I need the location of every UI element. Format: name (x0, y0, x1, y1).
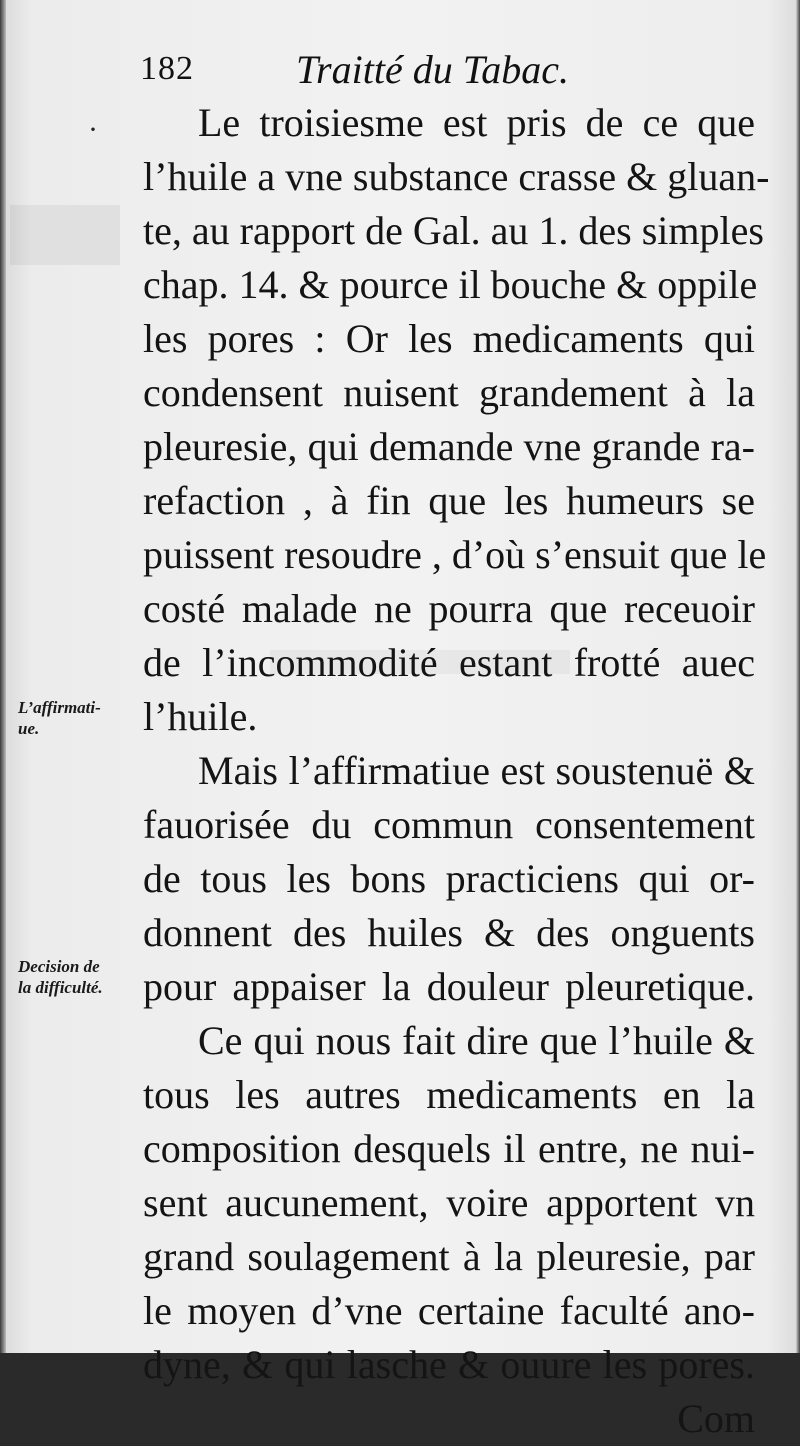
text-line: donnent des huiles & des onguents (143, 910, 755, 955)
running-head (140, 42, 760, 92)
text-line: tous les autres medicaments en la (143, 1072, 755, 1117)
bullet-mark-icon: · (88, 113, 98, 146)
text-line: composition desquels il entre, ne nui- (143, 1126, 755, 1171)
margin-note-line: ue. (18, 719, 40, 738)
text-line: puissent resoudre , d’où s’ensuit que le (143, 532, 767, 577)
text-line: refaction , à fin que les humeurs se (143, 478, 755, 523)
margin-note-affirmative (18, 697, 138, 739)
bleed-through-mark (10, 205, 120, 265)
text-line: Mais l’affirmatiue est soustenuë & (198, 748, 755, 793)
text-line: de l’incommodité estant frotté auec (143, 640, 755, 685)
text-line: condensent nuisent grandement à la (143, 370, 755, 415)
text-line: te, au rapport de Gal. au 1. des simples (143, 208, 764, 253)
text-line: grand soulagement à la pleuresie, par (143, 1234, 755, 1279)
text-line: pour appaiser la douleur pleuretique. (143, 964, 755, 1009)
margin-note-decision (18, 956, 138, 998)
running-title: Traitté du Tabac. (296, 47, 570, 92)
text-line: pleuresie, qui demande vne grande ra- (143, 424, 755, 469)
margin-note-line: la difficulté. (18, 978, 103, 997)
page-edge-right (796, 0, 800, 1353)
text-line: dyne, & qui lasche & ouure les pores. (143, 1342, 755, 1387)
text-line: l’huile. (143, 694, 258, 739)
text-line: sent aucunement, voire apportent vn (143, 1180, 755, 1225)
text-line: costé malade ne pourra que receuoir (143, 586, 755, 631)
text-line: les pores : Or les medicaments qui (143, 316, 755, 361)
page-number: 182 (140, 50, 194, 87)
text-line: chap. 14. & pource il bouche & oppile (143, 262, 758, 307)
text-line: le moyen d’vne certaine faculté ano- (143, 1288, 755, 1333)
text-line: Ce qui nous fait dire que l’huile & (198, 1018, 755, 1063)
text-line: Le troisiesme est pris de ce que (198, 100, 755, 145)
body-text (143, 96, 770, 1446)
page-edge-left (0, 0, 6, 1353)
text-line: l’huile a vne substance crasse & gluan- (143, 154, 770, 199)
catchword: Com (677, 1396, 755, 1441)
text-line: de tous les bons practiciens qui or- (143, 856, 755, 901)
text-line: fauorisée du commun consentement (143, 802, 755, 847)
margin-note-line: Decision de (18, 957, 100, 976)
margin-note-line: L’affirmati- (18, 698, 101, 717)
